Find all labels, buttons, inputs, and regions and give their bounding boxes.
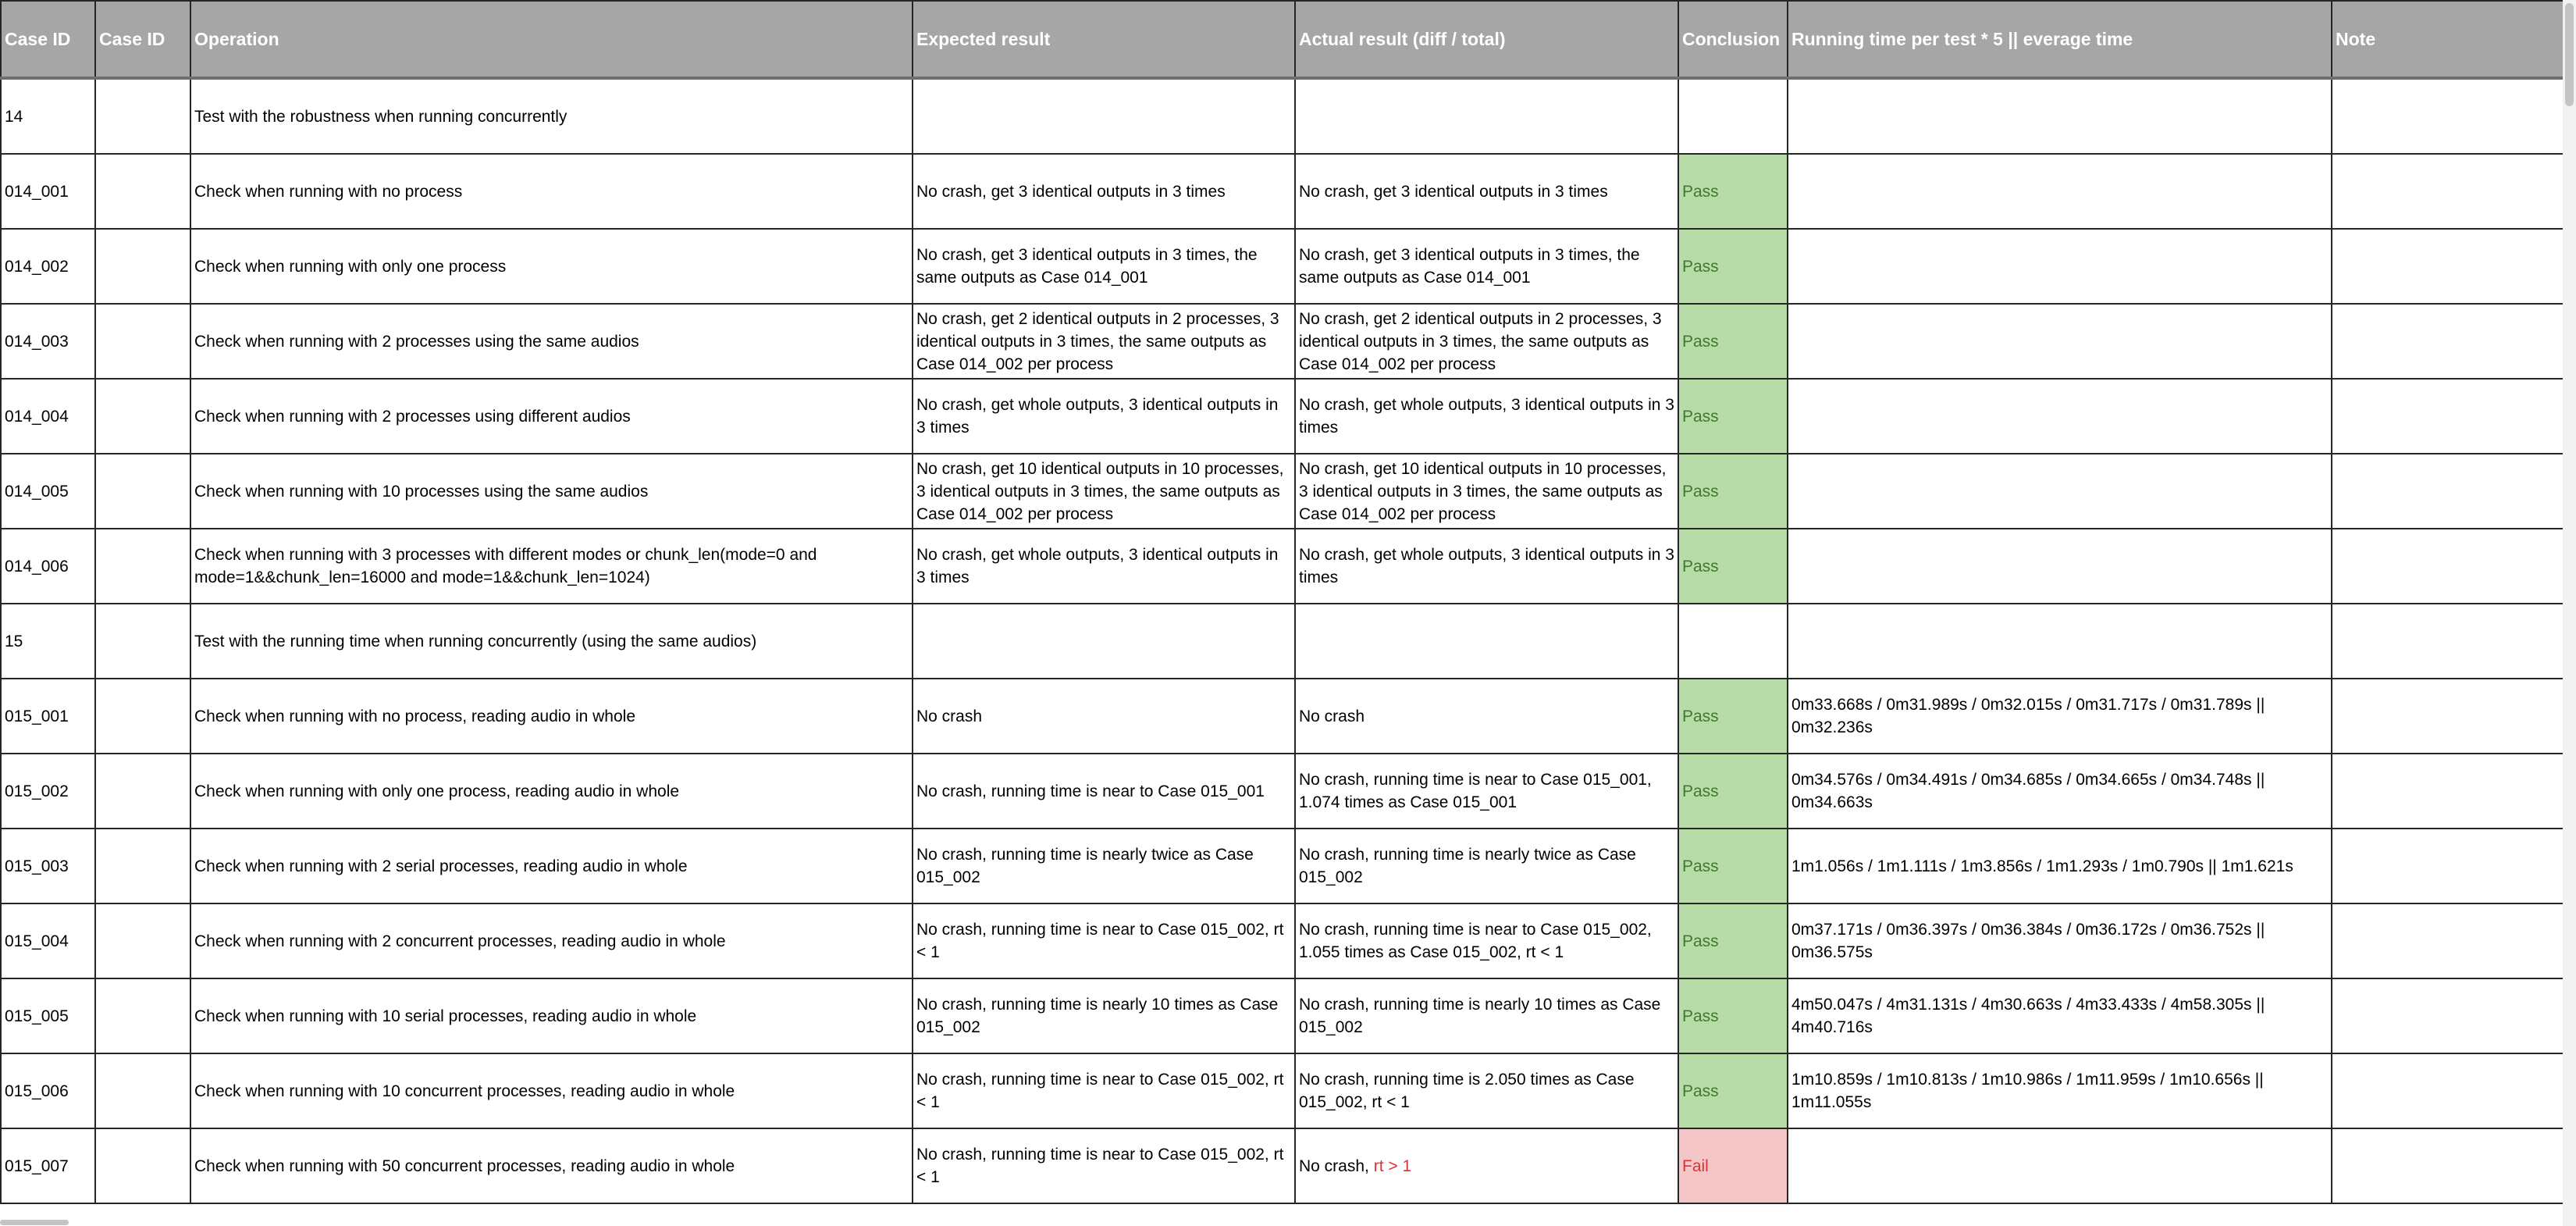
conclusion-cell[interactable]: Pass — [1678, 229, 1788, 304]
running-time-cell[interactable]: 4m50.047s / 4m31.131s / 4m30.663s / 4m33.433s / 4m58.305s || 4m40.716s — [1788, 978, 2332, 1053]
case-id-cell[interactable]: 015_002 — [1, 754, 95, 829]
operation-cell[interactable]: Check when running with no process, reading audio in whole — [190, 679, 913, 754]
table-row — [1, 903, 2569, 978]
table-row — [1, 604, 2569, 679]
actual-result-cell[interactable] — [1295, 978, 1678, 1053]
conclusion-cell[interactable]: Pass — [1678, 454, 1788, 529]
table-row — [1, 229, 2569, 304]
case-id-2-cell[interactable] — [95, 829, 190, 903]
actual-result-cell[interactable] — [1295, 529, 1678, 604]
running-time-cell[interactable] — [1788, 379, 2332, 454]
actual-result-cell[interactable] — [1295, 1128, 1678, 1203]
expected-result-cell[interactable] — [913, 78, 1295, 154]
conclusion-cell[interactable]: Pass — [1678, 304, 1788, 379]
header-expected-result[interactable]: Expected result — [913, 1, 1295, 78]
running-time-cell[interactable] — [1788, 78, 2332, 154]
running-time-cell[interactable] — [1788, 604, 2332, 679]
actual-result-cell[interactable] — [1295, 78, 1678, 154]
actual-result-cell[interactable] — [1295, 903, 1678, 978]
header-case-id-2[interactable]: Case ID — [95, 1, 190, 78]
conclusion-cell[interactable]: Pass — [1678, 829, 1788, 903]
header-conclusion[interactable]: Conclusion — [1678, 1, 1788, 78]
header-operation[interactable]: Operation — [190, 1, 913, 78]
actual-result-text: No crash, get whole outputs, 3 identical outputs in 3 times — [1299, 396, 1674, 437]
case-id-2-cell[interactable] — [95, 304, 190, 379]
table-row — [1, 829, 2569, 903]
table-row — [1, 754, 2569, 829]
operation-cell[interactable]: Check when running with 3 processes with different modes or chunk_len(mode=0 and mode=1&&chunk_len=16000 and mode=1&&chunk_len=1024) — [190, 529, 913, 604]
case-id-cell[interactable]: 14 — [1, 78, 95, 154]
operation-cell[interactable]: Check when running with 2 serial processes, reading audio in whole — [190, 829, 913, 903]
actual-result-text: No crash, get 2 identical outputs in 2 processes, 3 identical outputs in 3 times, the same outputs as Case 014_002 per process — [1299, 309, 1662, 373]
table-row — [1, 154, 2569, 229]
note-cell[interactable] — [2332, 903, 2569, 978]
note-cell[interactable] — [2332, 1128, 2569, 1203]
actual-result-text: No crash, — [1299, 1157, 1374, 1175]
operation-cell[interactable]: Check when running with 50 concurrent processes, reading audio in whole — [190, 1128, 913, 1203]
expected-result-cell[interactable]: No crash, running time is near to Case 015_002, rt < 1 — [913, 1128, 1295, 1203]
expected-result-cell[interactable]: No crash, get 10 identical outputs in 10 processes, 3 identical outputs in 3 times, the same outputs as Case 014_002 per process — [913, 454, 1295, 529]
case-id-cell[interactable]: 014_004 — [1, 379, 95, 454]
running-time-cell[interactable] — [1788, 1128, 2332, 1203]
expected-result-cell[interactable]: No crash, get 3 identical outputs in 3 times, the same outputs as Case 014_001 — [913, 229, 1295, 304]
actual-result-text: No crash, running time is near to Case 015_001, 1.074 times as Case 015_001 — [1299, 771, 1652, 811]
header-running-time[interactable]: Running time per test * 5 || everage time — [1788, 1, 2332, 78]
operation-cell[interactable]: Check when running with 10 concurrent processes, reading audio in whole — [190, 1053, 913, 1128]
case-id-cell[interactable]: 015_004 — [1, 903, 95, 978]
operation-cell[interactable]: Check when running with only one process — [190, 229, 913, 304]
table-row — [1, 978, 2569, 1053]
note-cell[interactable] — [2332, 454, 2569, 529]
actual-result-text: No crash, running time is near to Case 015_002, 1.055 times as Case 015_002, rt < 1 — [1299, 921, 1652, 961]
conclusion-cell[interactable]: Pass — [1678, 529, 1788, 604]
operation-cell[interactable]: Check when running with 2 processes using different audios — [190, 379, 913, 454]
conclusion-cell[interactable]: Fail — [1678, 1128, 1788, 1203]
conclusion-cell[interactable] — [1678, 78, 1788, 154]
actual-result-text: No crash, get 3 identical outputs in 3 times, the same outputs as Case 014_001 — [1299, 246, 1640, 287]
table-row — [1, 679, 2569, 754]
horizontal-scrollbar-thumb[interactable] — [0, 1220, 69, 1225]
actual-result-cell[interactable] — [1295, 1053, 1678, 1128]
expected-result-cell[interactable]: No crash, running time is near to Case 015_002, rt < 1 — [913, 1053, 1295, 1128]
case-id-2-cell[interactable] — [95, 604, 190, 679]
case-id-cell[interactable]: 014_006 — [1, 529, 95, 604]
running-time-cell[interactable]: 0m37.171s / 0m36.397s / 0m36.384s / 0m36.172s / 0m36.752s || 0m36.575s — [1788, 903, 2332, 978]
case-id-cell[interactable]: 014_002 — [1, 229, 95, 304]
operation-cell[interactable]: Test with the running time when running concurrently (using the same audios) — [190, 604, 913, 679]
expected-result-cell[interactable] — [913, 604, 1295, 679]
operation-cell[interactable]: Check when running with 10 processes using the same audios — [190, 454, 913, 529]
case-id-cell[interactable]: 015_006 — [1, 1053, 95, 1128]
case-id-2-cell[interactable] — [95, 754, 190, 829]
table-row — [1, 529, 2569, 604]
conclusion-cell[interactable]: Pass — [1678, 1053, 1788, 1128]
running-time-cell[interactable]: 0m33.668s / 0m31.989s / 0m32.015s / 0m31.717s / 0m31.789s || 0m32.236s — [1788, 679, 2332, 754]
case-id-2-cell[interactable] — [95, 903, 190, 978]
table-row — [1, 379, 2569, 454]
note-cell[interactable] — [2332, 829, 2569, 903]
header-case-id[interactable]: Case ID — [1, 1, 95, 78]
actual-result-cell[interactable] — [1295, 754, 1678, 829]
actual-result-text: No crash, get 3 identical outputs in 3 times — [1299, 182, 1608, 201]
table-row — [1, 1128, 2569, 1203]
case-id-2-cell[interactable] — [95, 229, 190, 304]
actual-result-cell[interactable] — [1295, 604, 1678, 679]
expected-result-cell[interactable]: No crash, get whole outputs, 3 identical outputs in 3 times — [913, 379, 1295, 454]
running-time-cell[interactable] — [1788, 229, 2332, 304]
running-time-cell[interactable] — [1788, 304, 2332, 379]
table-body — [1, 78, 2569, 1203]
case-id-cell[interactable]: 015_005 — [1, 978, 95, 1053]
note-cell[interactable] — [2332, 304, 2569, 379]
case-id-cell[interactable]: 15 — [1, 604, 95, 679]
actual-result-text: No crash, running time is nearly twice as Case 015_002 — [1299, 846, 1636, 886]
actual-result-text: No crash — [1299, 707, 1365, 725]
running-time-cell[interactable]: 0m34.576s / 0m34.491s / 0m34.685s / 0m34.665s / 0m34.748s || 0m34.663s — [1788, 754, 2332, 829]
note-cell[interactable] — [2332, 154, 2569, 229]
case-id-2-cell[interactable] — [95, 154, 190, 229]
running-time-cell[interactable] — [1788, 529, 2332, 604]
conclusion-cell[interactable]: Pass — [1678, 379, 1788, 454]
actual-result-flag: rt > 1 — [1373, 1157, 1412, 1175]
table-row — [1, 1053, 2569, 1128]
note-cell[interactable] — [2332, 529, 2569, 604]
header-actual-result[interactable]: Actual result (diff / total) — [1295, 1, 1678, 78]
case-id-2-cell[interactable] — [95, 1053, 190, 1128]
note-cell[interactable] — [2332, 978, 2569, 1053]
actual-result-cell[interactable] — [1295, 379, 1678, 454]
expected-result-cell[interactable]: No crash, running time is nearly twice as Case 015_002 — [913, 829, 1295, 903]
note-cell[interactable] — [2332, 78, 2569, 154]
table-row — [1, 78, 2569, 154]
conclusion-cell[interactable]: Pass — [1678, 978, 1788, 1053]
running-time-cell[interactable]: 1m1.056s / 1m1.111s / 1m3.856s / 1m1.293s / 1m0.790s || 1m1.621s — [1788, 829, 2332, 903]
operation-cell[interactable]: Check when running with only one process, reading audio in whole — [190, 754, 913, 829]
vertical-scrollbar-track[interactable] — [2563, 0, 2576, 1226]
note-cell[interactable] — [2332, 604, 2569, 679]
operation-cell[interactable]: Check when running with no process — [190, 154, 913, 229]
conclusion-cell[interactable]: Pass — [1678, 903, 1788, 978]
vertical-scrollbar-thumb[interactable] — [2565, 3, 2574, 106]
note-cell[interactable] — [2332, 379, 2569, 454]
case-id-cell[interactable]: 015_003 — [1, 829, 95, 903]
actual-result-cell[interactable] — [1295, 454, 1678, 529]
expected-result-cell[interactable]: No crash, get whole outputs, 3 identical outputs in 3 times — [913, 529, 1295, 604]
actual-result-text: No crash, get 10 identical outputs in 10 processes, 3 identical outputs in 3 times, the same outputs as Case 014_002 per process — [1299, 459, 1667, 523]
case-id-2-cell[interactable] — [95, 679, 190, 754]
note-cell[interactable] — [2332, 754, 2569, 829]
conclusion-cell[interactable]: Pass — [1678, 754, 1788, 829]
case-id-cell[interactable]: 014_005 — [1, 454, 95, 529]
case-id-cell[interactable]: 014_003 — [1, 304, 95, 379]
conclusion-cell[interactable]: Pass — [1678, 679, 1788, 754]
case-id-2-cell[interactable] — [95, 379, 190, 454]
header-row — [1, 1, 2569, 78]
expected-result-cell[interactable]: No crash — [913, 679, 1295, 754]
operation-cell[interactable]: Check when running with 2 processes using the same audios — [190, 304, 913, 379]
case-id-cell[interactable]: 014_001 — [1, 154, 95, 229]
actual-result-cell[interactable] — [1295, 304, 1678, 379]
running-time-cell[interactable] — [1788, 154, 2332, 229]
operation-cell[interactable]: Test with the robustness when running concurrently — [190, 78, 913, 154]
expected-result-cell[interactable]: No crash, get 2 identical outputs in 2 processes, 3 identical outputs in 3 times, the same outputs as Case 014_002 per process — [913, 304, 1295, 379]
actual-result-text: No crash, running time is 2.050 times as Case 015_002, rt < 1 — [1299, 1071, 1635, 1111]
actual-result-cell[interactable] — [1295, 154, 1678, 229]
table-row — [1, 304, 2569, 379]
note-cell[interactable] — [2332, 229, 2569, 304]
table-row — [1, 454, 2569, 529]
actual-result-cell[interactable] — [1295, 679, 1678, 754]
case-id-2-cell[interactable] — [95, 78, 190, 154]
case-id-2-cell[interactable] — [95, 978, 190, 1053]
expected-result-cell[interactable]: No crash, running time is near to Case 015_001 — [913, 754, 1295, 829]
operation-cell[interactable]: Check when running with 10 serial processes, reading audio in whole — [190, 978, 913, 1053]
expected-result-cell[interactable]: No crash, running time is nearly 10 times as Case 015_002 — [913, 978, 1295, 1053]
case-id-2-cell[interactable] — [95, 1128, 190, 1203]
case-id-cell[interactable]: 015_001 — [1, 679, 95, 754]
case-id-cell[interactable]: 015_007 — [1, 1128, 95, 1203]
actual-result-cell[interactable] — [1295, 229, 1678, 304]
expected-result-cell[interactable]: No crash, get 3 identical outputs in 3 times — [913, 154, 1295, 229]
actual-result-cell[interactable] — [1295, 829, 1678, 903]
actual-result-text: No crash, running time is nearly 10 times as Case 015_002 — [1299, 996, 1661, 1036]
note-cell[interactable] — [2332, 1053, 2569, 1128]
case-id-2-cell[interactable] — [95, 529, 190, 604]
case-id-2-cell[interactable] — [95, 454, 190, 529]
conclusion-cell[interactable] — [1678, 604, 1788, 679]
note-cell[interactable] — [2332, 679, 2569, 754]
expected-result-cell[interactable]: No crash, running time is near to Case 015_002, rt < 1 — [913, 903, 1295, 978]
header-note[interactable]: Note — [2332, 1, 2569, 78]
operation-cell[interactable]: Check when running with 2 concurrent processes, reading audio in whole — [190, 903, 913, 978]
running-time-cell[interactable]: 1m10.859s / 1m10.813s / 1m10.986s / 1m11.959s / 1m10.656s || 1m11.055s — [1788, 1053, 2332, 1128]
conclusion-cell[interactable]: Pass — [1678, 154, 1788, 229]
running-time-cell[interactable] — [1788, 454, 2332, 529]
actual-result-text: No crash, get whole outputs, 3 identical outputs in 3 times — [1299, 546, 1674, 586]
